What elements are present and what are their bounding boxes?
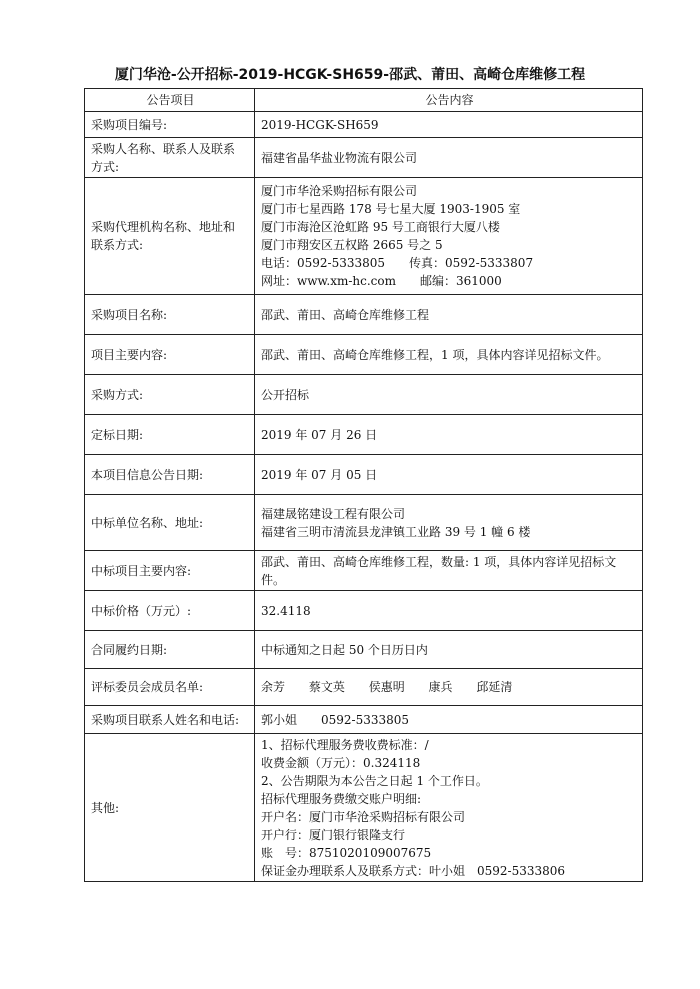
other-line: 招标代理服务费缴交账户明细: [261, 791, 422, 806]
winning-content-value: 邵武、莆田、高崎仓库维修工程，数量: 1 项，具体内容详见招标文件。 [255, 551, 643, 591]
other-line: 开户名：厦门市华沧采购招标有限公司 [261, 809, 466, 824]
purchaser-label-line-1: 采购人名称、联系人及联系 [91, 141, 236, 156]
main-content-label: 项目主要内容: [85, 335, 255, 375]
jury-label: 评标委员会成员名单: [85, 669, 255, 706]
row-project-no [85, 112, 643, 138]
agency-line: 厦门市华沧采购招标有限公司 [261, 184, 418, 198]
row-purchaser [85, 138, 643, 178]
jury-member: 康兵 [428, 680, 453, 694]
purchaser-label-line-2: 方式: [91, 159, 120, 174]
agency-phone-fax: 电话：0592-5333805 传真：0592-5333807 [261, 256, 534, 270]
jury-member: 余芳 [261, 680, 286, 694]
jury-members [255, 669, 643, 706]
row-jury [85, 669, 643, 706]
document-title: 厦门华沧-公开招标-2019-HCGK-SH659-邵武、莆田、高崎仓库维修工程 [114, 67, 586, 83]
row-agency [85, 178, 643, 295]
row-winning-content [85, 551, 643, 591]
project-no-label: 采购项目编号: [85, 112, 255, 138]
header-item-cell: 公告项目 [85, 89, 255, 112]
purchaser-value: 福建省晶华盐业物流有限公司 [255, 138, 643, 178]
row-award-date [85, 415, 643, 455]
agency-line: 厦门市翔安区五权路 2665 号之 5 [261, 238, 443, 252]
method-label: 采购方式: [85, 375, 255, 415]
row-other [85, 734, 643, 882]
award-date-label: 定标日期: [85, 415, 255, 455]
jury-member: 蔡文英 [308, 680, 345, 694]
jury-member: 邱延清 [476, 680, 513, 694]
winner-address: 福建省三明市清流县龙津镇工业路 39 号 1 幢 6 楼 [261, 524, 531, 539]
method-value: 公开招标 [255, 375, 643, 415]
contact-value: 郭小姐 0592-5333805 [255, 706, 643, 734]
publish-date-label: 本项目信息公告日期: [85, 455, 255, 495]
notice-table [84, 88, 643, 882]
project-no-value: 2019-HCGK-SH659 [255, 112, 643, 138]
price-label: 中标价格（万元）: [85, 591, 255, 631]
row-contact [85, 706, 643, 734]
other-label: 其他: [85, 734, 255, 882]
award-date-value: 2019 年 07 月 26 日 [255, 415, 643, 455]
agency-label-line-2: 联系方式: [91, 238, 144, 252]
winner-value [255, 495, 643, 551]
winner-name: 福建晟铭建设工程有限公司 [261, 506, 406, 521]
winning-content-label: 中标项目主要内容: [85, 551, 255, 591]
main-content-value: 邵武、莆田、高崎仓库维修工程，1 项，具体内容详见招标文件。 [255, 335, 643, 375]
row-main-content [85, 335, 643, 375]
jury-member: 侯惠明 [368, 680, 405, 694]
contract-period-value: 中标通知之日起 50 个日历日内 [255, 631, 643, 669]
contact-label: 采购项目联系人姓名和电话: [85, 706, 255, 734]
row-method [85, 375, 643, 415]
winner-label: 中标单位名称、地址: [85, 495, 255, 551]
contract-period-label: 合同履约日期: [85, 631, 255, 669]
agency-label [85, 178, 255, 295]
other-line: 账 号：8751020109007675 [261, 845, 432, 860]
publish-date-value: 2019 年 07 月 05 日 [255, 455, 643, 495]
other-line: 保证金办理联系人及联系方式：叶小姐 0592-5333806 [261, 863, 566, 878]
other-line: 开户行：厦门银行银隆支行 [261, 827, 406, 842]
agency-line: 厦门市海沧区沧虹路 95 号工商银行大厦八楼 [261, 220, 500, 234]
project-name-label: 采购项目名称: [85, 295, 255, 335]
table-header-row [85, 89, 643, 112]
row-project-name [85, 295, 643, 335]
header-content-cell: 公告内容 [255, 89, 643, 112]
agency-line: 厦门市七星西路 178 号七星大厦 1903-1905 室 [261, 202, 521, 216]
row-publish-date [85, 455, 643, 495]
row-contract-period [85, 631, 643, 669]
project-name-value: 邵武、莆田、高崎仓库维修工程 [255, 295, 643, 335]
agency-label-line-1: 采购代理机构名称、地址和 [91, 220, 236, 234]
other-line: 收费金额（万元）：0.324118 [261, 755, 421, 770]
agency-web-postcode: 网址：www.xm-hc.com 邮编：361000 [261, 274, 502, 288]
other-value [255, 734, 643, 882]
agency-value [255, 178, 643, 295]
other-line: 2、公告期限为本公告之日起 1 个工作日。 [261, 773, 488, 788]
purchaser-label [85, 138, 255, 178]
row-price [85, 591, 643, 631]
row-winner [85, 495, 643, 551]
price-value: 32.4118 [255, 591, 643, 631]
other-line: 1、招标代理服务费收费标准：/ [261, 737, 429, 752]
